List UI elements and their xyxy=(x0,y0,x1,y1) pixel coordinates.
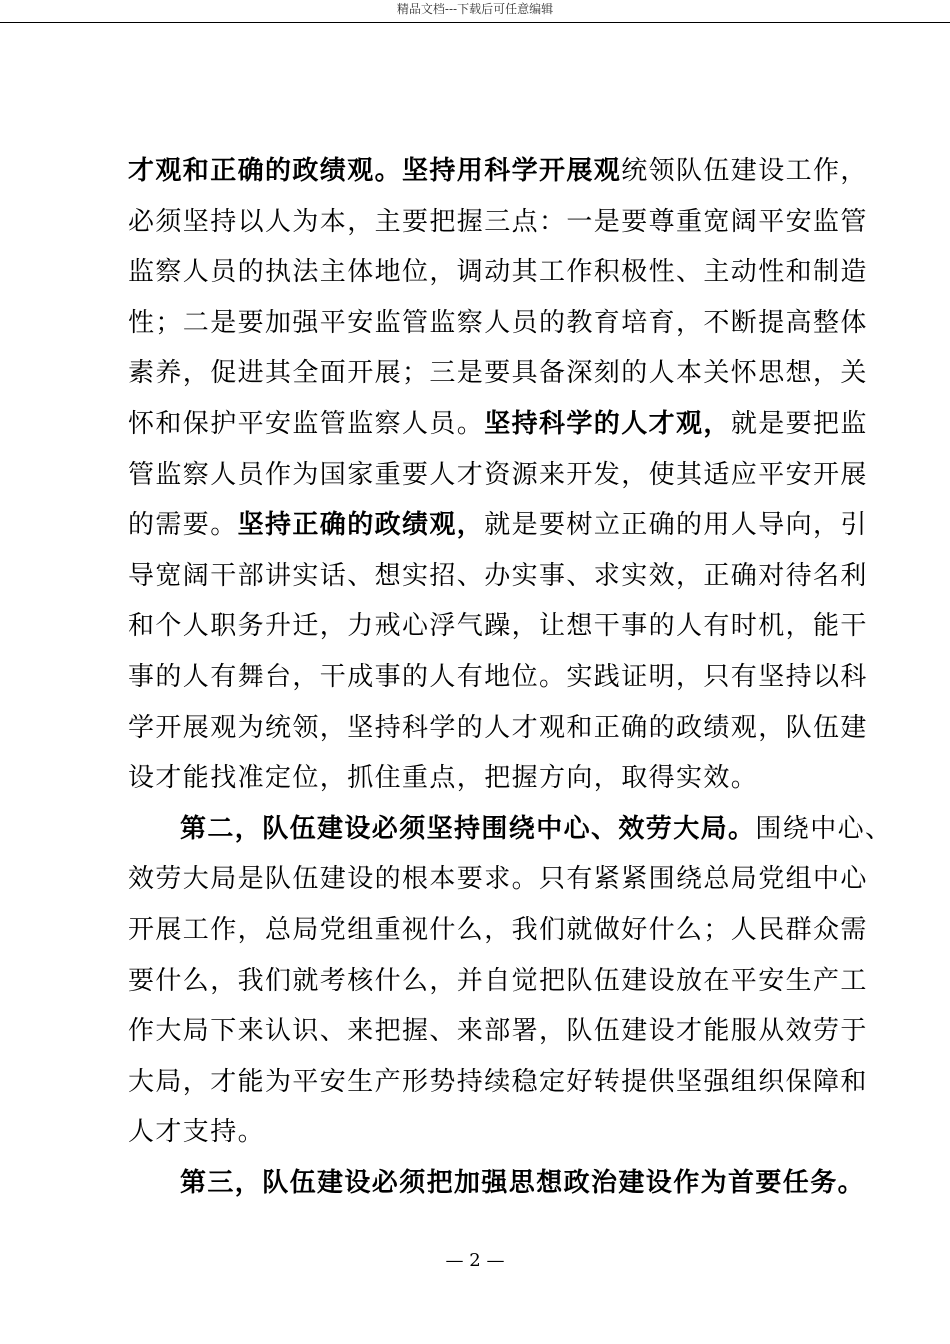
text-segment: 效劳大局是队伍建设的根本要求。只有紧紧围绕总局党组中心 xyxy=(128,864,868,895)
text-line xyxy=(128,1006,868,1057)
text-segment: 人才支持。 xyxy=(128,1117,266,1148)
text-segment: 监察人员的执法主体地位，调动其工作积极性、主动性和制造 xyxy=(128,257,868,288)
text-line xyxy=(128,1107,824,1158)
text-line xyxy=(128,247,868,298)
text-segment: 的需要。 xyxy=(128,510,238,541)
text-segment: 必须坚持以人为本，主要把握三点：一是要尊重宽阔平安监管 xyxy=(128,206,868,237)
text-segment: 大局，才能为平安生产形势持续稳定好转提供坚强组织保障和 xyxy=(128,1066,868,1097)
text-segment: 要什么，我们就考核什么，并自觉把队伍建设放在平安生产工 xyxy=(128,965,868,996)
text-line xyxy=(128,854,868,905)
text-segment: 统领队伍建设工作， xyxy=(621,156,868,186)
text-line xyxy=(128,753,824,804)
text-segment: 怀和保护平安监管监察人员。 xyxy=(128,408,485,439)
bold-text: 第三，队伍建设必须把加强思想政治建设作为首要任务。 xyxy=(180,1167,866,1198)
text-line xyxy=(128,399,868,450)
text-line xyxy=(128,500,868,551)
text-line xyxy=(128,450,868,501)
text-line xyxy=(128,956,868,1007)
text-segment: 管监察人员作为国家重要人才资源来开发，使其适应平安开展 xyxy=(128,459,868,490)
page-number: — 2 — xyxy=(445,1250,505,1271)
page-header: 精品文档---下载后可任意编辑 xyxy=(0,0,950,23)
text-line xyxy=(128,298,868,349)
text-line xyxy=(128,348,868,399)
text-segment: 学开展观为统领，坚持科学的人才观和正确的政绩观，队伍建 xyxy=(128,712,868,743)
text-line xyxy=(128,652,868,703)
bold-text: 第二，队伍建设必须坚持围绕中心、效劳大局。 xyxy=(180,813,756,844)
text-segment: 开展工作，总局党组重视什么，我们就做好什么；人民群众需 xyxy=(128,914,868,945)
text-segment: 设才能找准定位，抓住重点，把握方向，取得实效。 xyxy=(128,763,759,794)
text-line xyxy=(128,703,868,754)
text-segment: 事的人有舞台，干成事的人有地位。实践证明，只有坚持以科 xyxy=(128,661,868,692)
bold-text: 坚持正确的政绩观， xyxy=(237,510,485,541)
text-segment: 围绕中心、 xyxy=(755,813,893,844)
text-segment: 素养，促进其全面开展；三是要具备深刻的人本关怀思想，关 xyxy=(128,358,868,389)
bold-text: 坚持科学的人才观， xyxy=(484,408,731,439)
text-segment: 和个人职务升迁，力戒心浮气躁，让想干事的人有时机，能干 xyxy=(128,611,868,642)
text-line xyxy=(128,551,868,602)
body-text xyxy=(128,146,893,1208)
text-segment: 性；二是要加强平安监管监察人员的教育培育，不断提高整体 xyxy=(128,307,868,338)
text-line xyxy=(128,804,893,855)
bold-text: 才观和正确的政绩观。坚持用科学开展观 xyxy=(128,156,622,186)
text-line xyxy=(128,1057,868,1108)
text-line xyxy=(128,601,868,652)
text-line xyxy=(128,197,868,248)
text-segment: 就是要把监 xyxy=(730,408,868,439)
text-segment: 就是要树立正确的用人导向，引 xyxy=(484,510,868,541)
text-line xyxy=(128,146,868,197)
text-segment: 导宽阔干部讲实话、想实招、办实事、求实效，正确对待名利 xyxy=(128,560,868,591)
text-line xyxy=(128,1158,866,1209)
text-segment: 作大局下来认识、来把握、来部署，队伍建设才能服从效劳于 xyxy=(128,1016,868,1047)
text-line xyxy=(128,905,868,956)
